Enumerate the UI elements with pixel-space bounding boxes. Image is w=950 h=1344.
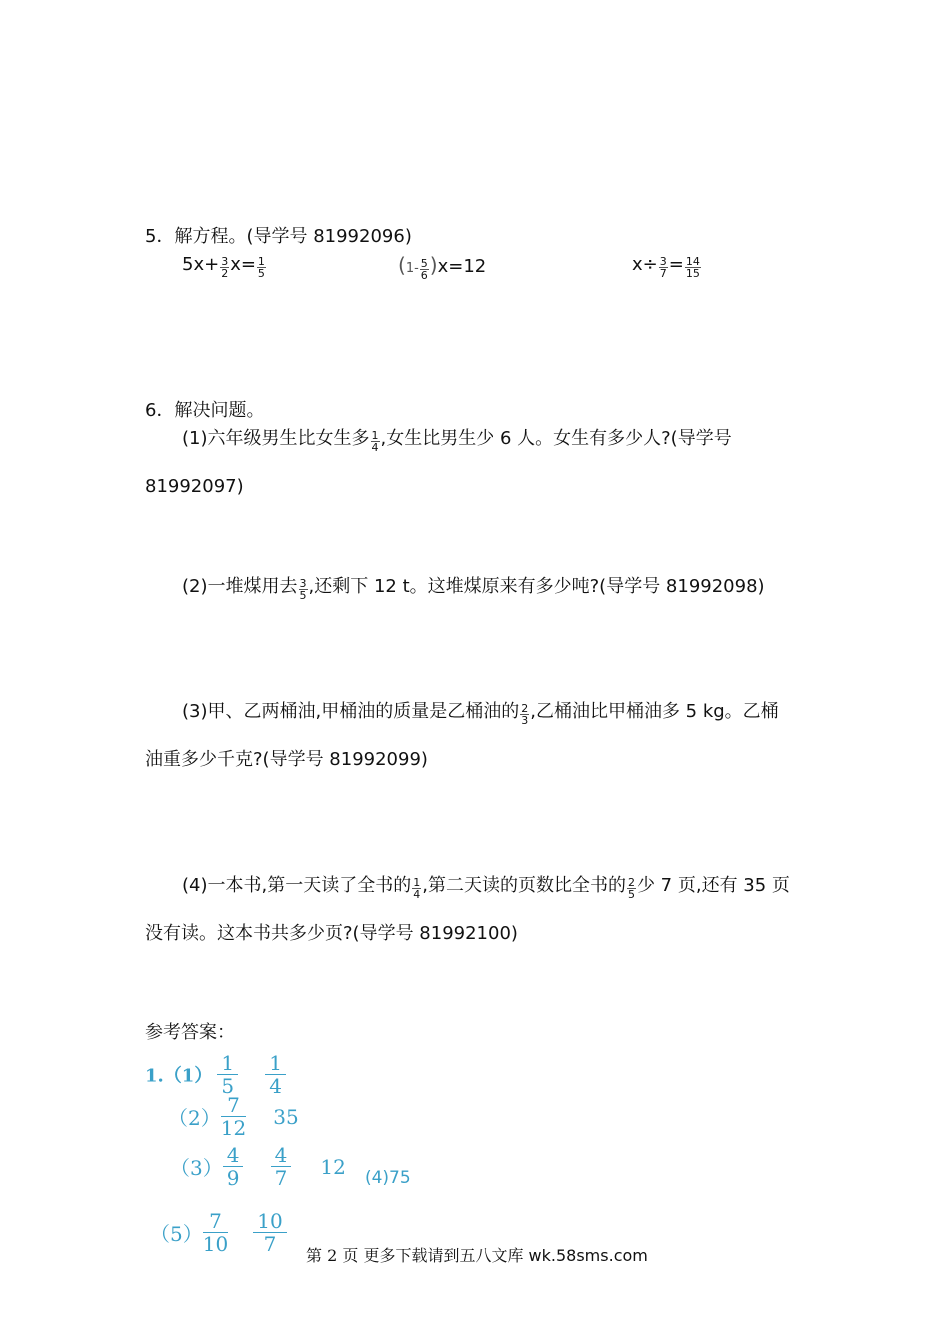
answer-2-fraction: $\frac{7}{12}$ — [220, 1093, 247, 1140]
q5-equation-2 — [398, 254, 486, 280]
eq3-fraction-2: $\frac{14}{15}$ — [685, 255, 700, 280]
answer-3-fraction-2: $\frac{4}{7}$ — [271, 1144, 292, 1189]
p3-text-a: (3)甲、乙两桶油,甲桶油的质量是乙桶油的 — [182, 701, 520, 722]
answer-row-1 — [145, 1052, 286, 1098]
p4-text-b: ,第二天读的页数比全书的 — [422, 875, 626, 896]
answer-3-fraction-1: $\frac{4}{9}$ — [223, 1144, 244, 1189]
answer-row-2 — [168, 1094, 299, 1140]
p4-text-a: (4)一本书,第一天读了全书的 — [182, 875, 412, 896]
answer-4-value: (4)75 — [364, 1168, 411, 1188]
p1-text-b: ,女生比男生少 6 人。女生有多少人?(导学号 — [380, 428, 732, 449]
q6-problem-1-cont: 81992097) — [145, 476, 244, 497]
eq3-left: x÷ — [632, 254, 658, 275]
eq2-one-minus: 1- — [405, 261, 419, 276]
answers-heading: 参考答案： — [145, 1022, 235, 1043]
q6-title: 6．解决问题。 — [145, 400, 265, 421]
p3-fraction: $\frac{2}{3}$ — [521, 702, 529, 727]
eq1-fraction-1: $\frac{3}{2}$ — [221, 255, 229, 280]
p2-text-b: ,还剩下 12 t。这堆煤原来有多少吨?(导学号 81992098) — [308, 576, 765, 597]
footer-site-link[interactable]: wk.58sms.com — [528, 1246, 648, 1265]
p1-text-a: (1)六年级男生比女生多 — [182, 428, 370, 449]
q6-problem-4-cont: 没有读。这本书共多少页?(导学号 81992100) — [145, 923, 518, 944]
eq2-right-paren: ) — [429, 253, 438, 277]
eq1-mid: x= — [230, 254, 256, 275]
answer-row-4 — [150, 1210, 287, 1256]
p4-fraction-1: $\frac{1}{4}$ — [413, 876, 421, 901]
p2-fraction: $\frac{3}{5}$ — [299, 577, 307, 602]
q5-equation-1 — [182, 254, 267, 280]
answer-3-value: 12 — [320, 1154, 346, 1179]
q5-equation-3 — [632, 254, 702, 280]
q6-problem-1 — [182, 428, 732, 454]
q6-problem-2 — [182, 576, 765, 602]
answer-2-value: 35 — [273, 1104, 299, 1129]
p1-fraction: $\frac{1}{4}$ — [371, 429, 379, 454]
p3-text-b: ,乙桶油比甲桶油多 5 kg。乙桶 — [530, 701, 779, 722]
answer-5-label: （5） — [150, 1222, 203, 1246]
answer-1-fraction-2: $\frac{1}{4}$ — [265, 1052, 286, 1097]
eq3-fraction-1: $\frac{3}{7}$ — [659, 255, 667, 280]
eq3-eq: = — [668, 254, 684, 275]
eq2-right: x=12 — [437, 256, 487, 277]
answer-5-fraction-1: $\frac{7}{10}$ — [202, 1209, 229, 1256]
answer-3-label: （3） — [170, 1156, 223, 1180]
p4-text-c: 少 7 页,还有 35 页 — [636, 875, 790, 896]
q6-problem-3-cont: 油重多少千克?(导学号 81992099) — [145, 749, 428, 770]
answer-5-fraction-2: $\frac{10}{7}$ — [253, 1210, 286, 1255]
answer-2-label: （2） — [168, 1106, 221, 1130]
eq2-fraction: $\frac{5}{6}$ — [420, 257, 428, 282]
eq1-fraction-2: $\frac{1}{5}$ — [257, 255, 265, 280]
eq1-left: 5x+ — [182, 254, 220, 275]
q5-title: 5．解方程。(导学号 81992096) — [145, 226, 412, 247]
answer-1-fraction-1: $\frac{1}{5}$ — [217, 1052, 238, 1097]
page-footer — [306, 1243, 648, 1266]
p4-fraction-2: $\frac{2}{5}$ — [627, 876, 635, 901]
p2-text-a: (2)一堆煤用去 — [182, 576, 298, 597]
answer-row-3 — [170, 1144, 411, 1190]
footer-text: 第 2 页 更多下载请到五八文库 — [306, 1246, 524, 1265]
q6-problem-3 — [182, 701, 779, 727]
answer-1-label: 1.（1） — [145, 1065, 213, 1087]
eq2-left-paren: ( — [398, 253, 406, 277]
q6-problem-4 — [182, 875, 790, 901]
